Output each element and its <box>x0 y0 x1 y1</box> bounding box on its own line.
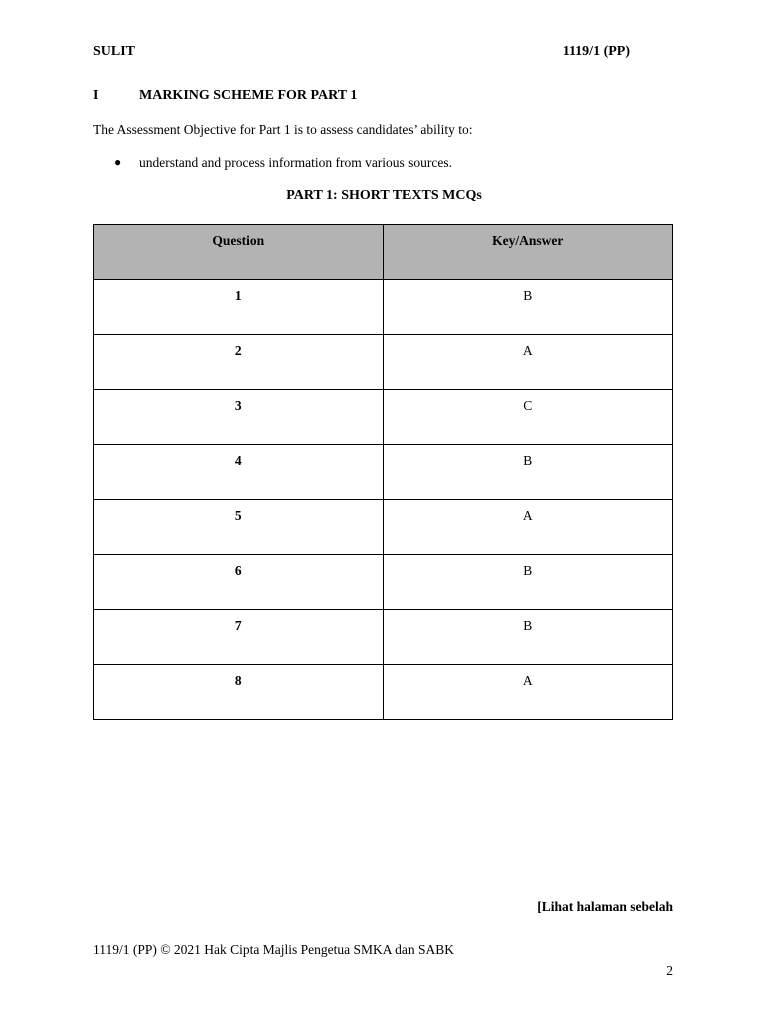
table-row <box>94 335 673 390</box>
answer-key: C <box>383 390 673 445</box>
answer-table <box>93 224 673 720</box>
table-row <box>94 555 673 610</box>
header-right: 1119/1 (PP) <box>562 44 630 59</box>
question-number: 3 <box>94 390 384 445</box>
question-number: 7 <box>94 610 384 665</box>
table-row <box>94 665 673 720</box>
column-header-answer: Key/Answer <box>383 225 673 280</box>
table-header-row <box>94 225 673 280</box>
answer-key: B <box>383 610 673 665</box>
table-row <box>94 500 673 555</box>
answer-key: A <box>383 665 673 720</box>
question-number: 4 <box>94 445 384 500</box>
bullet-text: understand and process information from various sources. <box>139 155 453 170</box>
footer-copyright: 1119/1 (PP) © 2021 Hak Cipta Majlis Pengetua SMKA dan SABK <box>93 942 455 957</box>
header-left: SULIT <box>93 44 136 59</box>
question-number: 1 <box>94 280 384 335</box>
column-header-question: Question <box>94 225 384 280</box>
bullet-icon: ● <box>114 155 122 169</box>
answer-key: B <box>383 280 673 335</box>
table-row <box>94 390 673 445</box>
question-number: 2 <box>94 335 384 390</box>
answer-key: B <box>383 445 673 500</box>
answer-key: A <box>383 500 673 555</box>
table-row <box>94 610 673 665</box>
page-number: 2 <box>666 963 673 978</box>
part-title: PART 1: SHORT TEXTS MCQs <box>286 188 482 203</box>
question-number: 6 <box>94 555 384 610</box>
section-number: I <box>93 88 99 103</box>
next-page-note: [Lihat halaman sebelah <box>537 899 673 914</box>
answer-key: B <box>383 555 673 610</box>
table-row <box>94 445 673 500</box>
table-row <box>94 280 673 335</box>
objective-text: The Assessment Objective for Part 1 is to assess candidates’ ability to: <box>93 122 473 137</box>
section-title: MARKING SCHEME FOR PART 1 <box>139 88 358 103</box>
answer-key: A <box>383 335 673 390</box>
question-number: 5 <box>94 500 384 555</box>
question-number: 8 <box>94 665 384 720</box>
